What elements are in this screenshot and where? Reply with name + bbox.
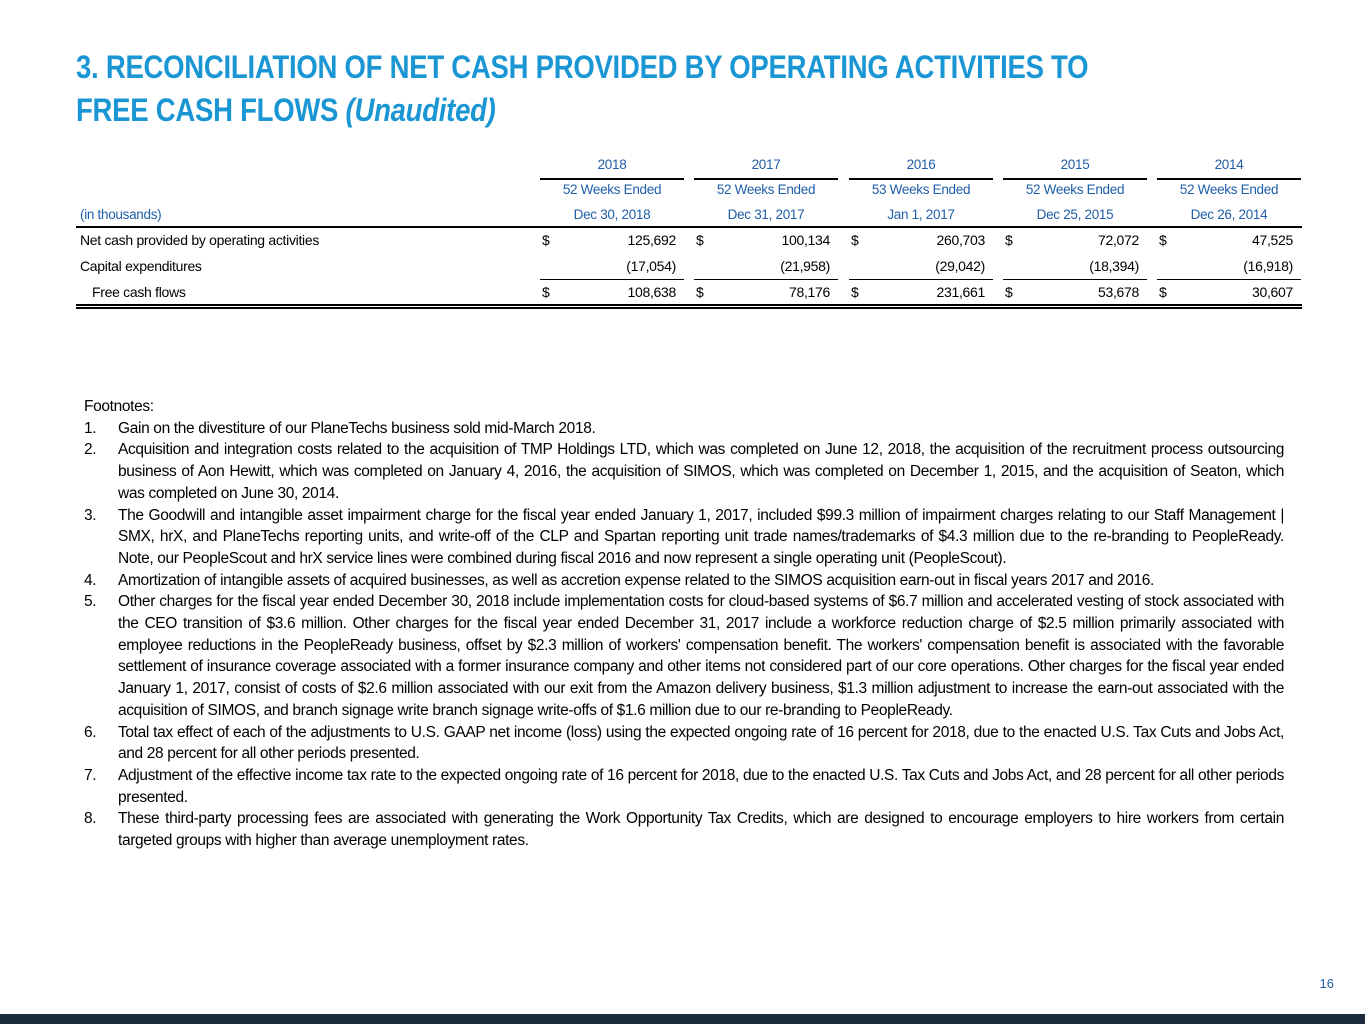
value-cell: 78,176 <box>788 284 830 300</box>
title-main: 3. RECONCILIATION OF NET CASH PROVIDED BY OPERATING ACTIVITIES TO FREE CASH FLOWS <box>76 49 1089 128</box>
footnote-number: 4. <box>84 571 97 589</box>
value-cell: 260,703 <box>936 232 985 248</box>
footnote-number: 2. <box>84 441 97 459</box>
footnote-item <box>84 505 1284 570</box>
currency-symbol: $ <box>542 232 550 248</box>
footnote-item <box>84 591 1284 721</box>
footnote-item <box>84 418 1284 440</box>
subtotal-rule <box>849 279 993 280</box>
total-rule-top <box>76 304 1302 306</box>
page-title <box>76 46 1151 132</box>
value-cell: 108,638 <box>627 284 676 300</box>
year-header: 2017 <box>751 157 781 172</box>
currency-symbol: $ <box>1005 232 1013 248</box>
period-end-header: Dec 30, 2018 <box>573 207 651 222</box>
total-rule-bottom <box>76 307 1302 309</box>
page-number: 16 <box>1319 976 1334 991</box>
footnote-number: 1. <box>84 419 97 437</box>
header-rule <box>540 178 684 180</box>
year-header: 2018 <box>597 157 627 172</box>
subtotal-rule <box>694 279 838 280</box>
value-cell: 231,661 <box>936 284 985 300</box>
subtotal-rule <box>1157 279 1301 280</box>
period-header: 52 Weeks Ended <box>716 182 816 197</box>
value-cell: 72,072 <box>1097 232 1139 248</box>
footnotes-list <box>84 418 1284 852</box>
footnote-item <box>84 765 1284 808</box>
footnote-text: Adjustment of the effective income tax rate to the expected ongoing rate of 16 percent for 2018, due to the enacted U.S. Tax Cuts and Jobs Act, and 28 percent for all other periods presented. <box>118 766 1284 806</box>
value-cell: 125,692 <box>627 232 676 248</box>
footnote-item <box>84 439 1284 504</box>
total-row-label: Free cash flows <box>92 284 186 300</box>
currency-symbol: $ <box>851 232 859 248</box>
value-cell: (16,918) <box>1243 258 1293 274</box>
period-header: 52 Weeks Ended <box>1025 182 1125 197</box>
value-cell: (18,394) <box>1089 258 1139 274</box>
year-header: 2015 <box>1060 157 1090 172</box>
footnote-text: Amortization of intangible assets of acquired businesses, as well as accretion expense related to the SIMOS acquisition earn-out in fiscal years 2017 and 2016. <box>118 571 1154 589</box>
currency-symbol: $ <box>1159 284 1167 300</box>
footnote-item <box>84 722 1284 765</box>
footnote-item <box>84 808 1284 851</box>
footnotes-heading: Footnotes: <box>84 398 154 415</box>
currency-symbol: $ <box>851 284 859 300</box>
footer-bar <box>0 1014 1365 1024</box>
title-subtitle: (Unaudited) <box>345 92 496 128</box>
value-cell: (21,958) <box>780 258 830 274</box>
value-cell: 53,678 <box>1097 284 1139 300</box>
footnote-text: Other charges for the fiscal year ended December 30, 2018 include implementation costs for cloud-based systems of $6.7 million and accelerated vesting of stock associated with the CEO transition of $3.6 million. Other charges for the fiscal year ended December 31, 2017 include a workforce reduction charge of $2.5 million primarily associated with employee reductions in the PeopleReady business, offset by $2.3 million of workers' compensation benefit. The workers' compensation benefit is associated with the favorable settlement of insurance coverage associated with a former insurance company and other items not considered part of our core operations. Other charges for the fiscal year ended January 1, 2017, consist of costs of $2.6 million associated with our exit from the Amazon delivery business, $1.3 million adjustment to increase the earn-out associated with the acquisition of SIMOS, and branch signage write branch signage write-offs of $1.6 million due to our re-branding to PeopleReady. <box>118 593 1284 719</box>
currency-symbol: $ <box>696 232 704 248</box>
footnote-number: 8. <box>84 810 97 828</box>
row-label: Capital expenditures <box>80 258 202 274</box>
header-rule <box>849 178 993 180</box>
currency-symbol: $ <box>1159 232 1167 248</box>
footnote-text: Acquisition and integration costs related to the acquisition of TMP Holdings LTD, which was completed on June 12, 2018, the acquisition of the recruitment process outsourcing business of Aon Hewitt, which was completed on January 4, 2016, the acquisition of SIMOS, which was completed on December 1, 2015, and the acquisition of Seaton, which was completed on June 30, 2014. <box>118 441 1284 502</box>
year-header: 2014 <box>1214 157 1244 172</box>
year-header: 2016 <box>906 157 936 172</box>
value-cell: 100,134 <box>781 232 830 248</box>
header-bottom-rule <box>76 226 1302 228</box>
footnote-item <box>84 570 1284 592</box>
value-cell: (17,054) <box>626 258 676 274</box>
period-header: 52 Weeks Ended <box>1179 182 1279 197</box>
footnote-number: 7. <box>84 766 97 784</box>
footnote-text: The Goodwill and intangible asset impairment charge for the fiscal year ended January 1, 2017, included $99.3 million of impairment charges relating to our Staff Management | SMX, hrX, and PlaneTechs reporting units, and write-off of the CLP and Spartan reporting unit trade names/trademarks of $4.3 million due to the re-branding to PeopleReady. Note, our PeopleScout and hrX service lines were combined during fiscal 2016 and now represent a single operating unit (PeopleScout). <box>118 506 1284 567</box>
footnote-text: Gain on the divestiture of our PlaneTechs business sold mid-March 2018. <box>118 419 596 437</box>
subtotal-rule <box>1003 279 1147 280</box>
footnote-text: Total tax effect of each of the adjustments to U.S. GAAP net income (loss) using the expected ongoing rate of 16 percent for 2018, due to the enacted U.S. Tax Cuts and Jobs Act, and 28 percent for all other periods presented. <box>118 723 1284 763</box>
footnote-number: 3. <box>84 506 97 524</box>
value-cell: 47,525 <box>1251 232 1293 248</box>
period-end-header: Dec 26, 2014 <box>1190 207 1268 222</box>
footnotes-section <box>84 396 1284 852</box>
footnote-number: 6. <box>84 723 97 741</box>
currency-symbol: $ <box>542 284 550 300</box>
row-label: Net cash provided by operating activities <box>80 232 320 248</box>
period-end-header: Dec 25, 2015 <box>1036 207 1114 222</box>
subtotal-rule <box>540 279 684 280</box>
currency-symbol: $ <box>696 284 704 300</box>
value-cell: (29,042) <box>935 258 985 274</box>
period-header: 52 Weeks Ended <box>562 182 662 197</box>
header-rule <box>694 178 838 180</box>
units-label: (in thousands) <box>80 207 162 222</box>
header-rule <box>1157 178 1301 180</box>
period-header: 53 Weeks Ended <box>871 182 971 197</box>
value-cell: 30,607 <box>1251 284 1293 300</box>
header-rule <box>1003 178 1147 180</box>
period-end-header: Dec 31, 2017 <box>727 207 805 222</box>
period-end-header: Jan 1, 2017 <box>887 207 955 222</box>
footnote-number: 5. <box>84 593 97 611</box>
currency-symbol: $ <box>1005 284 1013 300</box>
footnote-text: These third-party processing fees are associated with generating the Work Opportunity Tax Credits, which are designed to encourage employers to hire workers from certain targeted groups with higher than average unemployment rates. <box>118 810 1284 850</box>
